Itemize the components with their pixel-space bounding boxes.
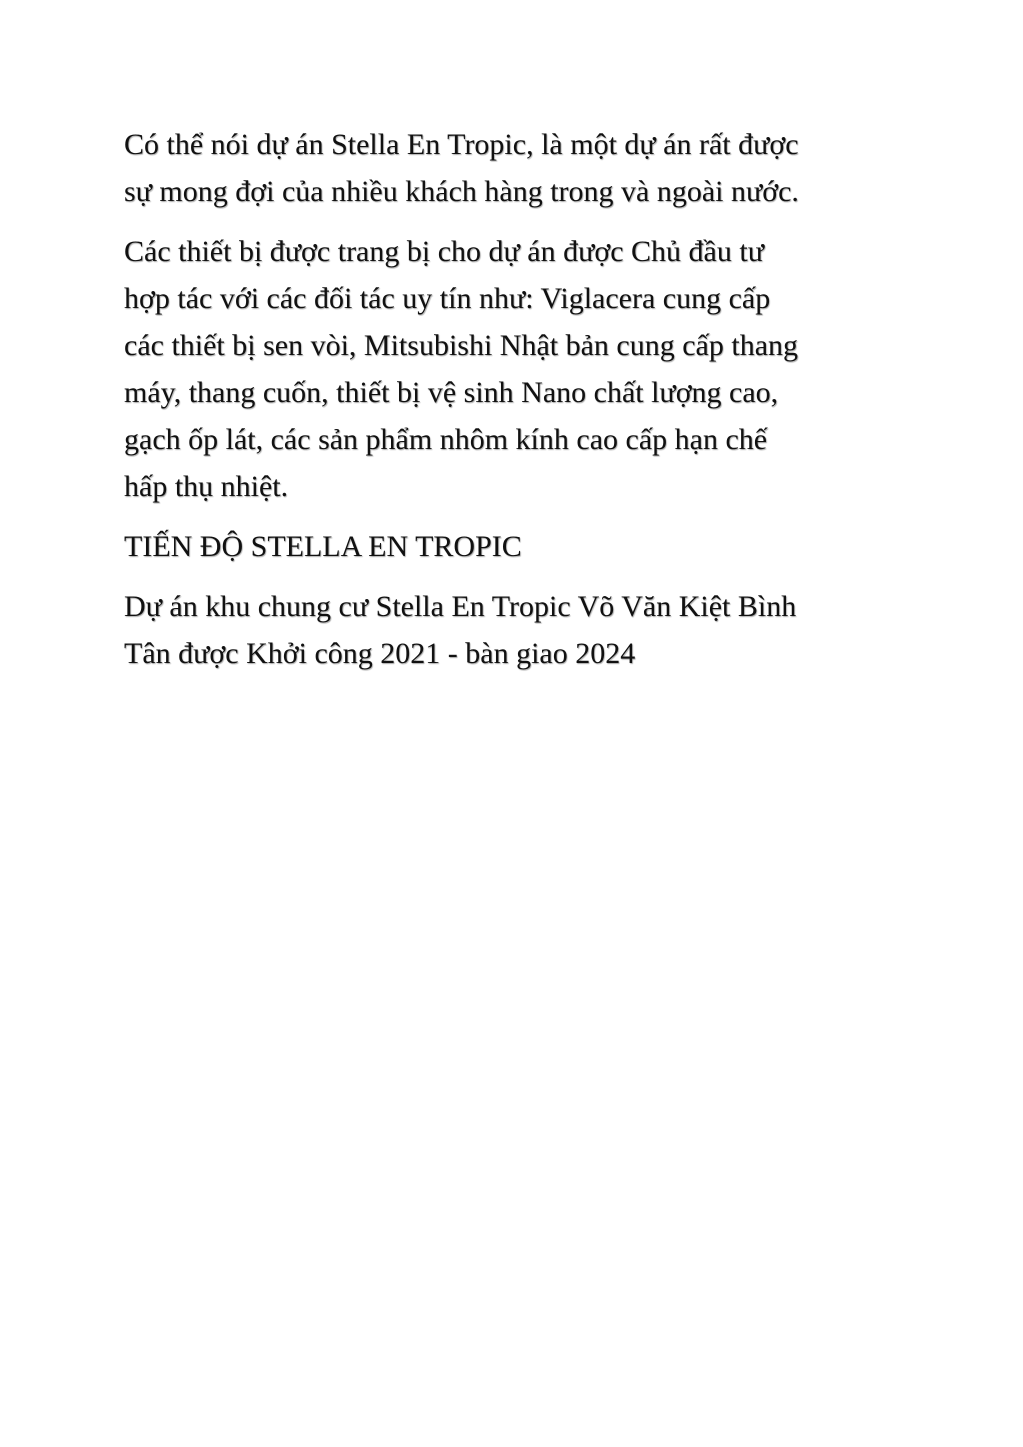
equipment-paragraph: Các thiết bị được trang bị cho dự án được Chủ đầu tư hợp tác với các đối tác uy tín như: Viglacera cung cấp các thiết bị sen vòi, Mitsubishi Nhật bản cung cấp thang máy, thang cuốn, thiết bị vệ sinh Nano chất lượng cao, gạch ốp lát, các sản phẩm nhôm kính cao cấp hạn chế hấp thụ nhiệt. [124,235,799,503]
schedule-paragraph: Dự án khu chung cư Stella En Tropic Võ Văn Kiệt Bình Tân được Khởi công 2021 - bàn giao 2024 [124,590,797,670]
intro-paragraph: Có thể nói dự án Stella En Tropic, là một dự án rất được sự mong đợi của nhiều khách hàng trong và ngoài nước. [124,128,799,208]
document-body [124,121,914,690]
progress-heading: TIẾN ĐỘ STELLA EN TROPIC [124,530,522,563]
